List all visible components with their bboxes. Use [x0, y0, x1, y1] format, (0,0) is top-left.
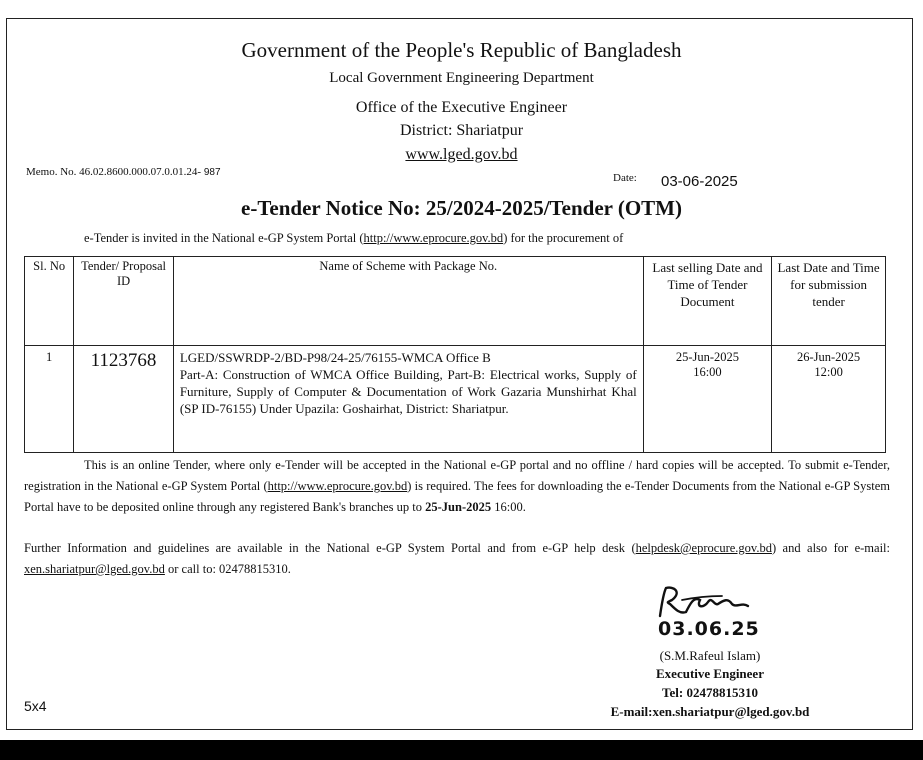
- para2-a: Further Information and guidelines are available in the National e-GP System Portal and from e-GP help desk (: [24, 541, 636, 555]
- date-label: Date:: [613, 172, 637, 184]
- para2-c: or call to: 02478815310.: [164, 562, 291, 576]
- officer-name: (S.M.Rafeul Islam): [659, 648, 761, 663]
- government-heading: Government of the People's Republic of Bangladesh: [241, 38, 682, 62]
- footer-note: 5x4: [24, 698, 47, 714]
- memo-label: Memo. No. 46.02.8600.000.07.0.01.24-: [26, 166, 202, 178]
- cell-submission: [772, 346, 886, 453]
- cell-sl: 1: [25, 346, 74, 453]
- header-sl: Sl. No: [25, 257, 74, 346]
- header-selling: Last selling Date and Time of Tender Document: [643, 257, 771, 346]
- header-submission: Last Date and Time for submission tender: [772, 257, 886, 346]
- para1-a: This is an online Tender, where only e-Tender will be accepted in the National e-GP portal and no offline / hard copies will be accepted. To submit e-Tender, registration in the National e-GP System Portal (: [24, 458, 890, 493]
- website-link[interactable]: www.lged.gov.bd: [405, 146, 518, 163]
- tender-id-value: 1123768: [90, 350, 157, 371]
- para1-c: 16:00.: [491, 500, 526, 514]
- cell-tender-id: [74, 346, 174, 453]
- intro-text: [84, 231, 623, 246]
- handwritten-signature: [652, 582, 762, 622]
- intro-before: e-Tender is invited in the National e-GP System Portal (: [84, 231, 364, 245]
- selling-date: 25-Jun-2025: [675, 350, 740, 364]
- office-heading: Office of the Executive Engineer: [355, 99, 568, 116]
- submission-time: 12:00: [814, 365, 843, 379]
- deadline-date: 25-Jun-2025: [425, 500, 492, 514]
- selling-time: 16:00: [693, 365, 722, 379]
- officer-designation: Executive Engineer: [656, 666, 764, 681]
- para1-b: ) is required. The fees for downloading the e-Tender Documents from the National e-GP System Portal have to be deposited online through any registered Bank's branches up to: [24, 479, 890, 514]
- date-value: 03-06-2025: [661, 173, 738, 190]
- intro-after: ) for the procurement of: [503, 231, 624, 245]
- cell-scheme: [173, 346, 643, 453]
- officer-tel: Tel: 02478815310: [662, 685, 758, 700]
- online-tender-paragraph: [24, 455, 890, 518]
- submission-date: 26-Jun-2025: [796, 350, 861, 364]
- memo-number: 987: [203, 167, 221, 178]
- district-heading: District: Shariatpur: [399, 122, 524, 139]
- helpdesk-email-link[interactable]: helpdesk@eprocure.gov.bd: [635, 541, 772, 555]
- para2-b: ) and also for e-mail:: [771, 541, 890, 555]
- package-number: LGED/SSWRDP-2/BD-P98/24-25/76155-WMCA Office B: [179, 350, 491, 365]
- xen-email-link[interactable]: xen.shariatpur@lged.gov.bd: [24, 562, 165, 576]
- notice-title: e-Tender Notice No: 25/2024-2025/Tender (OTM): [241, 196, 682, 220]
- officer-email: E-mail:xen.shariatpur@lged.gov.bd: [610, 704, 810, 719]
- scheme-description: Part-A: Construction of WMCA Office Building, Part-B: Electrical works, Supply of Furniture, Supply of Computer & Documentation of Work Gazaria Munshirhat Khal (SP ID-76155) Under Upazila: Goshairhat, District: Shariatpur.: [179, 367, 637, 416]
- information-paragraph: [24, 538, 890, 580]
- header-scheme: Name of Scheme with Package No.: [173, 257, 643, 346]
- signature-date: 03.06.25: [658, 618, 760, 640]
- eprocure-link-2[interactable]: http://www.eprocure.gov.bd: [267, 479, 408, 493]
- memo-line: [26, 166, 221, 178]
- table-row: [25, 346, 886, 453]
- table-header-row: [25, 257, 886, 346]
- eprocure-link[interactable]: http://www.eprocure.gov.bd: [363, 231, 504, 245]
- department-heading: Local Government Engineering Department: [329, 70, 594, 86]
- header-tender-id: Tender/ Proposal ID: [74, 257, 174, 346]
- cell-selling: [643, 346, 771, 453]
- tender-table: [24, 256, 886, 453]
